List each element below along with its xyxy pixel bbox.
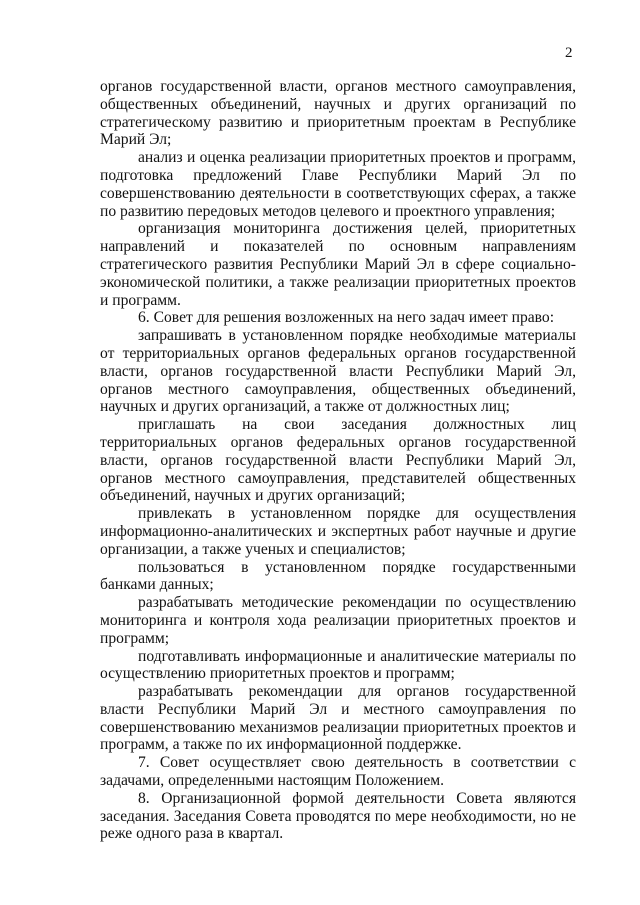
paragraph-section-7: 7. Совет осуществляет свою деятельность в соответствии с задачами, определенными настоящим Положением. bbox=[100, 754, 576, 790]
paragraph-continuation: органов государственной власти, органов местного самоуправления, общественных объединений, научных и других организаций по стратегическому развитию и приоритетным проектам в Республике Марий Эл; bbox=[100, 78, 576, 149]
paragraph-develop-recommendations: разрабатывать рекомендации для органов государственной власти Республики Марий Эл и местного самоуправления по совершенствованию механизмов реализации приоритетных проектов и программ, а также по их информационной поддержке. bbox=[100, 683, 576, 754]
paragraph-use-databanks: пользоваться в установленном порядке государственными банками данных; bbox=[100, 558, 576, 594]
paragraph-section-6: 6. Совет для решения возложенных на него задач имеет право: bbox=[138, 309, 555, 327]
document-body bbox=[100, 78, 576, 843]
paragraph-section-8: 8. Организационной формой деятельности Совета являются заседания. Заседания Совета проводятся по мере необходимости, но не реже одного раза в квартал. bbox=[100, 789, 576, 843]
paragraph-engage-organizations: привлекать в установленном порядке для осуществления информационно-аналитических и экспертных работ научные и другие организации, а также ученых и специалистов; bbox=[100, 505, 576, 558]
paragraph-monitoring: организация мониторинга достижения целей, приоритетных направлений и показателей по основным направлениям стратегического развития Республики Марий Эл в сфере социально-экономической политики, а также реализации приоритетных проектов и программ. bbox=[100, 220, 576, 309]
paragraph-analysis: анализ и оценка реализации приоритетных проектов и программ, подготовка предложений Главе Республики Марий Эл по совершенствованию деятельности в соответствующих сферах, а также по развитию передовых методов целевого и проектного управления; bbox=[100, 149, 576, 220]
paragraph-methodical-recommendations: разрабатывать методические рекомендации по осуществлению мониторинга и контроля хода реализации приоритетных проектов и программ; bbox=[100, 594, 576, 647]
paragraph-prepare-materials: подготавливать информационные и аналитические материалы по осуществлению приоритетных проектов и программ; bbox=[100, 647, 576, 683]
paragraph-request-materials: запрашивать в установленном порядке необходимые материалы от территориальных органов федеральных органов государственной власти, органов государственной власти Республики Марий Эл, органов местного самоуправления, общественных объединений, научных и других организаций, а также от должностных лиц; bbox=[100, 327, 576, 416]
page-number: 2 bbox=[565, 45, 573, 61]
paragraph-invite-officials: приглашать на свои заседания должностных лиц территориальных органов федеральных органов государственной власти, органов государственной власти Республики Марий Эл, органов местного самоуправления, представителей общественных объединений, научных и других организаций; bbox=[100, 416, 576, 505]
